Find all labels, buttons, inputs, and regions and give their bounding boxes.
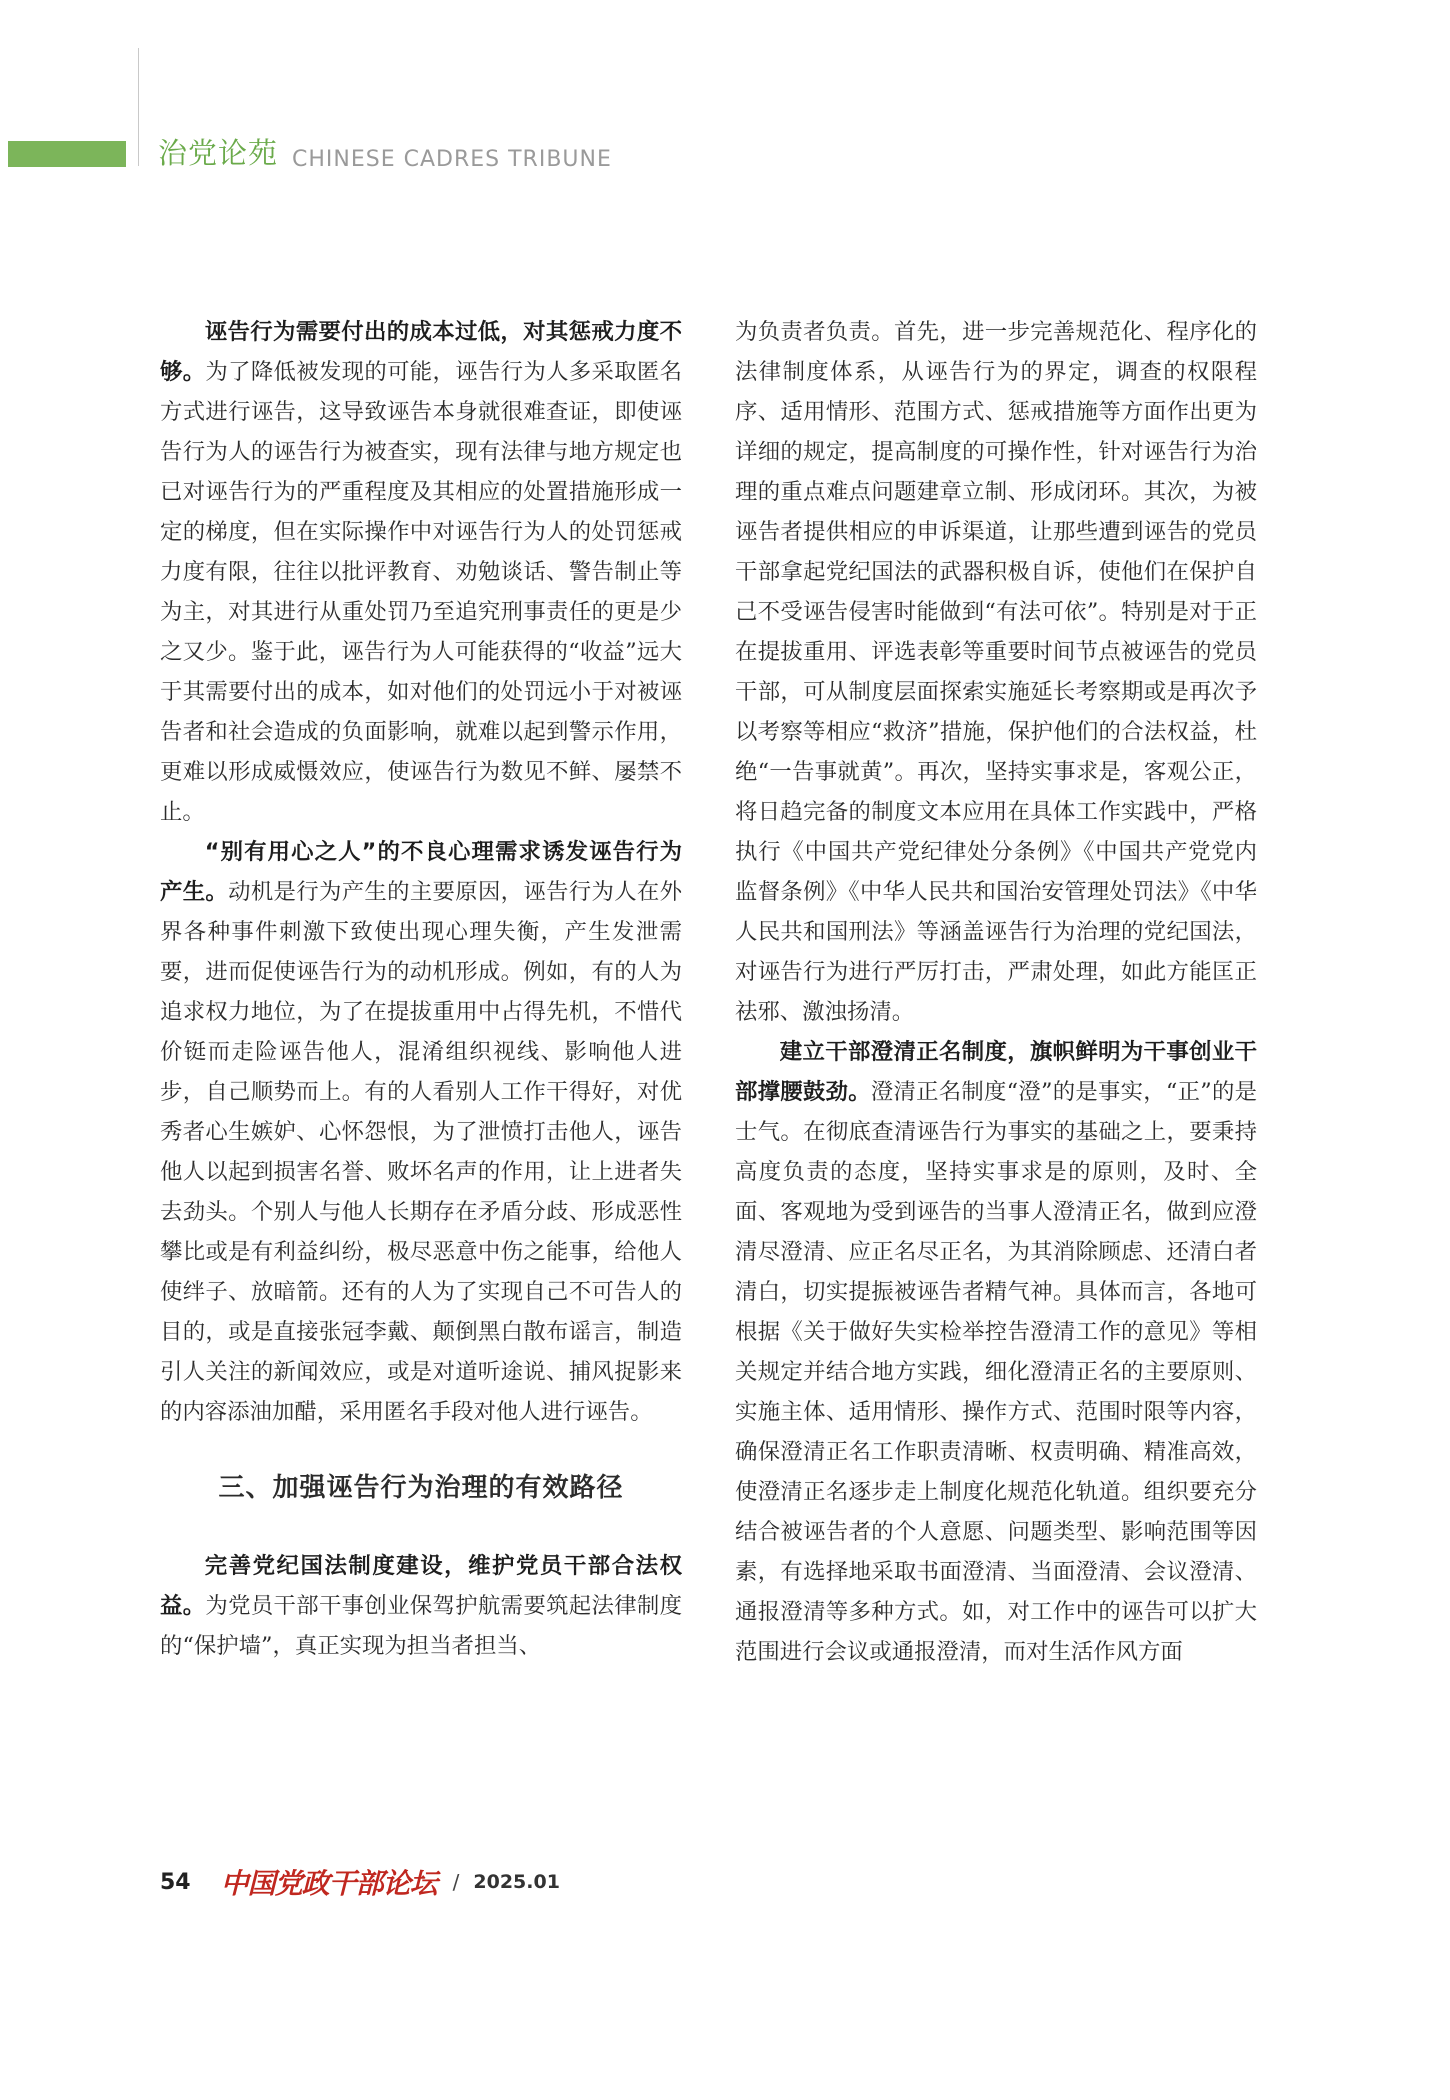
left-column <box>160 312 682 1666</box>
header-divider-line <box>138 48 139 166</box>
header-accent-bar <box>8 141 126 167</box>
paragraph-continued <box>735 312 1257 1032</box>
page-footer <box>160 1862 560 1902</box>
paragraph-body: 为党员干部干事创业保驾护航需要筑起法律制度的“保护墙”，真正实现为担当者担当、 <box>160 1593 683 1659</box>
paragraph <box>160 312 682 832</box>
column-title-en: CHINESE CADRES TRIBUNE <box>292 147 612 172</box>
paragraph <box>735 1032 1257 1672</box>
paragraph-lead: 完善党纪国法制度建设，维护党员干部合法权益。 <box>160 1553 682 1619</box>
magazine-logo: 中国党政干部论坛 <box>220 1867 437 1900</box>
paragraph-lead: 建立干部澄清正名制度，旗帜鲜明为干事创业干部撑腰鼓劲。 <box>735 1039 1257 1105</box>
footer-separator: / <box>452 1870 460 1894</box>
section-heading: 三、加强诬告行为治理的有效路径 <box>218 1473 624 1503</box>
paragraph <box>160 832 682 1432</box>
column-title-cn: 治党论苑 <box>158 136 279 170</box>
page-number: 54 <box>160 1869 191 1895</box>
paragraph-body: 动机是行为产生的主要原因，诬告行为人在外界各种事件刺激下致使出现心理失衡，产生发泄需要，进而促使诬告行为的动机形成。例如，有的人为追求权力地位，为了在提拔重用中占得先机，不惜代价铤而走险诬告他人，混淆组织视线、影响他人进步，自己顺势而上。有的人看别人工作干得好，对优秀者心生嫉妒、心怀怨恨，为了泄愤打击他人，诬告他人以起到损害名誉、败坏名声的作用，让上进者失去劲头。个别人与他人长期存在矛盾分歧、形成恶性攀比或是有利益纠纷，极尽恶意中伤之能事，给他人使绊子、放暗箭。还有的人为了实现自己不可告人的目的，或是直接张冠李戴、颠倒黑白散布谣言，制造引人关注的新闻效应，或是对道听途说、捕风捉影来的内容添油加醋，采用匿名手段对他人进行诬告。 <box>160 879 683 1425</box>
right-column <box>735 312 1257 1672</box>
paragraph-body: 澄清正名制度“澄”的是事实，“正”的是士气。在彻底查清诬告行为事实的基础之上，要秉持高度负责的态度，坚持实事求是的原则，及时、全面、客观地为受到诬告的当事人澄清正名，做到应澄清尽澄清、应正名尽正名，为其消除顾虑、还清白者清白，切实提振被诬告者精气神。具体而言，各地可根据《关于做好失实检举控告澄清工作的意见》等相关规定并结合地方实践，细化澄清正名的主要原则、实施主体、适用情形、操作方式、范围时限等内容，确保澄清正名工作职责清晰、权责明确、精准高效，使澄清正名逐步走上制度化规范化轨道。组织要充分结合被诬告者的个人意愿、问题类型、影响范围等因素，有选择地采取书面澄清、当面澄清、会议澄清、通报澄清等多种方式。如，对工作中的诬告可以扩大范围进行会议或通报澄清，而对生活作风方面 <box>735 1079 1257 1665</box>
paragraph-lead: 诬告行为需要付出的成本过低，对其惩戒力度不够。 <box>160 319 682 385</box>
paragraph-lead: “别有用心之人”的不良心理需求诱发诬告行为产生。 <box>160 839 682 905</box>
running-header <box>158 138 612 172</box>
paragraph <box>160 1546 682 1666</box>
paragraph-body: 为负责者负责。首先，进一步完善规范化、程序化的法律制度体系，从诬告行为的界定，调查的权限程序、适用情形、范围方式、惩戒措施等方面作出更为详细的规定，提高制度的可操作性，针对诬告行为治理的重点难点问题建章立制、形成闭环。其次，为被诬告者提供相应的申诉渠道，让那些遭到诬告的党员干部拿起党纪国法的武器积极自诉，使他们在保护自己不受诬告侵害时能做到“有法可依”。特别是对于正在提拔重用、评选表彰等重要时间节点被诬告的党员干部，可从制度层面探索实施延长考察期或是再次予以考察等相应“救济”措施，保护他们的合法权益，杜绝“一告事就黄”。再次，坚持实事求是，客观公正，将日趋完备的制度文本应用在具体工作实践中，严格执行《中国共产党纪律处分条例》《中国共产党党内监督条例》《中华人民共和国治安管理处罚法》《中华人民共和国刑法》等涵盖诬告行为治理的党纪国法，对诬告行为进行严厉打击，严肃处理，如此方能匡正祛邪、激浊扬清。 <box>735 319 1257 1025</box>
issue-number: 2025.01 <box>473 1871 560 1893</box>
paragraph-body: 为了降低被发现的可能，诬告行为人多采取匿名方式进行诬告，这导致诬告本身就很难查证，即使诬告行为人的诬告行为被查实，现有法律与地方规定也已对诬告行为的严重程度及其相应的处置措施形成一定的梯度，但在实际操作中对诬告行为人的处罚惩戒力度有限，往往以批评教育、劝勉谈话、警告制止等为主，对其进行从重处罚乃至追究刑事责任的更是少之又少。鉴于此，诬告行为人可能获得的“收益”远大于其需要付出的成本，如对他们的处罚远小于对被诬告者和社会造成的负面影响，就难以起到警示作用，更难以形成威慑效应，使诬告行为数见不鲜、屡禁不止。 <box>160 359 683 825</box>
